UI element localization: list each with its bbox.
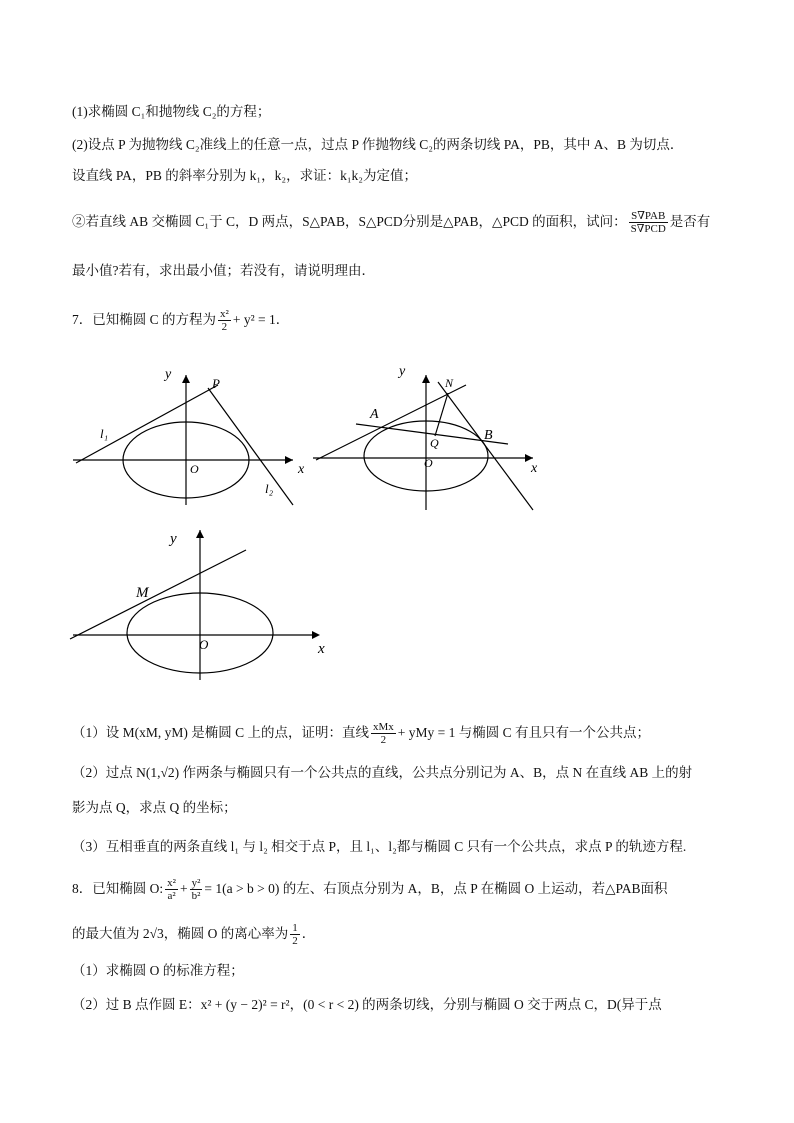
fraction-numerator: xMx [373, 721, 394, 734]
y-axis-label: y [170, 531, 177, 547]
q7-part1-pre: （1）设 M(xM, yM) 是椭圆 C 上的点，证明：直线 [72, 725, 370, 740]
fraction-numerator: S∇PAB [629, 210, 668, 223]
point-q-label: Q [430, 436, 439, 450]
fraction-denominator: 2 [380, 734, 387, 747]
fraction-numerator: 1 [292, 922, 298, 935]
fraction-numerator: y² [191, 877, 201, 890]
area-ratio-fraction [629, 210, 668, 235]
point-b-label: B [484, 428, 493, 443]
fraction-numerator: x² [220, 308, 229, 321]
fraction-denominator: b² [191, 890, 201, 903]
q8-part2: （2）过 B 点作圆 E：x² + (y − 2)² = r²，(0 < r < 2) 的两条切线，分别与椭圆 O 交于两点 C，D(异于点 [72, 997, 662, 1012]
q7-part1-post: + yMy = 1 与椭圆 C 有且只有一个公共点； [397, 725, 651, 740]
q6-part2b-line2: 最小值?若有，求出最小值；若没有，请说明理由． [72, 263, 375, 278]
origin-label: O [190, 462, 199, 476]
origin-label: O [199, 637, 209, 652]
q8-stem [72, 872, 668, 906]
fraction-numerator: x² [167, 877, 176, 890]
figure-3-tangent-at-m [68, 525, 338, 685]
q6-part2b-pre: ②若直线 AB 交椭圆 C₁于 C，D 两点，S△PAB，S△PCD分别是△PAB，△PCD 的面积，试问： [72, 214, 627, 229]
q6-part1: (1)求椭圆 C₁和抛物线 C₂的方程； [72, 104, 271, 119]
x-axis-label: x [531, 461, 538, 476]
q8-line2-pre: 的最大值为 2√3，椭圆 O 的离心率为 [72, 926, 289, 941]
x2-over-2-fraction [218, 308, 231, 333]
line-l1-label: l₁ [100, 426, 109, 441]
q8-part1: （1）求椭圆 O 的标准方程； [72, 963, 244, 978]
q7-part2-line1: （2）过点 N(1,√2) 作两条与椭圆只有一个公共点的直线，公共点分别记为 A、B，点 N 在直线 AB 上的射 [72, 765, 693, 780]
point-a-label: A [370, 407, 379, 422]
q6-part2b-post: 是否有 [669, 214, 711, 229]
xmx-over-2-fraction [371, 721, 396, 746]
q8-line2 [72, 917, 315, 951]
q8-line2-post: ． [301, 926, 316, 941]
one-half-fraction [290, 922, 300, 947]
point-n-label: N [445, 376, 454, 390]
x-axis-label: x [298, 462, 305, 477]
y2-over-b2-fraction [190, 877, 203, 902]
fraction-denominator: S∇PCD [630, 223, 666, 236]
q7-stem [72, 303, 289, 337]
q7-part1 [72, 716, 650, 750]
q7-stem-post: + y² = 1． [232, 312, 290, 327]
line-l2-label: l₂ [265, 481, 274, 496]
origin-label: O [424, 456, 433, 470]
y-axis-label: y [165, 367, 172, 382]
y-axis-label: y [399, 364, 406, 379]
figure-1-ellipse-tangents [68, 360, 318, 515]
q7-part3: （3）互相垂直的两条直线 l₁ 与 l₂ 相交于点 P，且 l₁、l₂都与椭圆 C 只有一个公共点，求点 P 的轨迹方程. [72, 839, 687, 854]
x2-over-a2-fraction [165, 877, 178, 902]
fraction-denominator: 2 [292, 935, 298, 948]
fraction-denominator: 2 [221, 321, 228, 334]
fraction-denominator: a² [167, 890, 176, 903]
point-p-label: P [212, 376, 220, 391]
q7-part2-line2: 影为点 Q，求点 Q 的坐标； [72, 800, 237, 815]
q7-stem-pre: 7．已知椭圆 C 的方程为 [72, 312, 217, 327]
x-axis-label: x [318, 641, 325, 657]
point-m-label: M [136, 585, 149, 601]
q6-part2-line1: (2)设点 P 为抛物线 C₂准线上的任意一点，过点 P 作抛物线 C₂的两条切线 PA，PB，其中 A、B 为切点． [72, 137, 684, 152]
q6-part2b [72, 205, 710, 239]
q8-stem-plus: + [179, 881, 188, 896]
q6-part2-line2: 设直线 PA，PB 的斜率分别为 k₁，k₂，求证：k₁k₂为定值； [72, 168, 417, 183]
q8-stem-pre: 8．已知椭圆 O: [72, 881, 164, 896]
figure-2-tangents-projection [308, 360, 548, 515]
q8-stem-post: = 1(a > b > 0) 的左、右顶点分别为 A，B，点 P 在椭圆 O 上运动，若△PAB面积 [204, 881, 668, 896]
